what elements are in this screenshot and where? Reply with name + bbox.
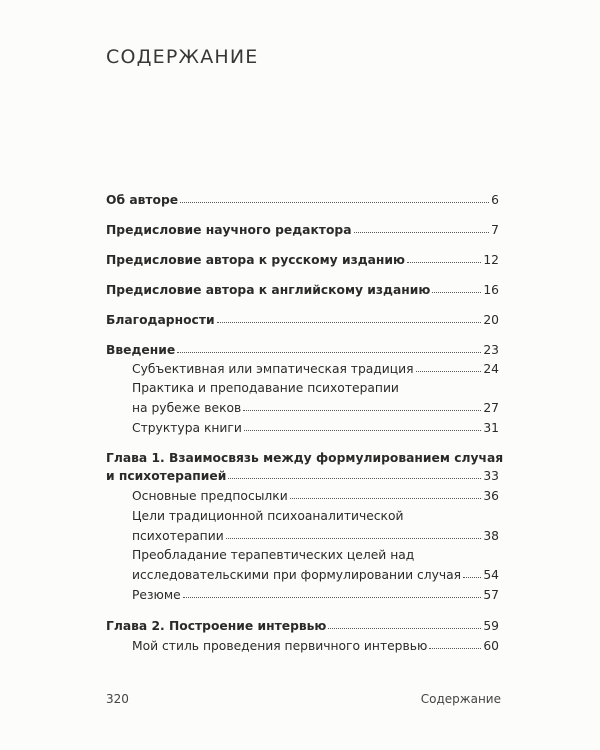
- toc-entry-title-line1: Преобладание терапевтических целей над: [132, 548, 415, 562]
- toc-entry-page: 23: [483, 343, 499, 357]
- toc-entry-page: 33: [483, 469, 499, 483]
- toc-subentry[interactable]: [106, 588, 499, 608]
- leader-dots: [407, 262, 481, 263]
- toc-subentry[interactable]: [106, 362, 499, 382]
- page-number: 320: [106, 692, 129, 706]
- leader-dots: [432, 292, 481, 293]
- leader-dots: [177, 352, 481, 353]
- toc-entry-page: 54: [483, 568, 499, 582]
- toc-entry-title: Предисловие автора к русскому изданию: [106, 253, 406, 267]
- toc-subentry[interactable]: [106, 548, 499, 588]
- toc-entry-page: 59: [483, 619, 499, 633]
- toc-entry-title: исследовательскими при формулировании случая: [132, 568, 462, 582]
- toc-entry-title-line1: Практика и преподавание психотерапии: [132, 381, 399, 395]
- toc-entry-page: 27: [483, 401, 499, 415]
- toc-entry[interactable]: [106, 451, 504, 491]
- toc-entry-page: 57: [483, 588, 499, 602]
- toc-entry-title: на рубеже веков: [132, 401, 242, 415]
- toc-entry-page: 60: [483, 639, 499, 653]
- toc-entry-page: 31: [483, 421, 499, 435]
- leader-dots: [463, 577, 481, 578]
- toc-entry-title: Мой стиль проведения первичного интервью: [132, 639, 428, 653]
- running-footer: Содержание: [420, 692, 501, 706]
- toc-entry-title: Основные предпосылки: [132, 489, 288, 503]
- toc-entry[interactable]: [106, 223, 499, 253]
- toc-subentry[interactable]: [106, 381, 499, 421]
- toc-entry-title: и психотерапией: [106, 469, 227, 483]
- leader-dots: [416, 371, 482, 372]
- toc-entry-title: Глава 2. Построение интервью: [106, 619, 327, 633]
- toc-subentry[interactable]: [106, 421, 499, 441]
- toc-entry-title: Об авторе: [106, 193, 179, 207]
- toc-entry-page: 24: [483, 362, 499, 376]
- toc-entry-page: 20: [483, 313, 499, 327]
- toc-entry-title: Резюме: [132, 588, 181, 602]
- toc-entry[interactable]: [106, 253, 499, 283]
- toc-entry-title: Структура книги: [132, 421, 242, 435]
- toc-entry-page: 7: [491, 223, 499, 237]
- toc-entry-title: Предисловие научного редактора: [106, 223, 352, 237]
- toc-entry-title: Субъективная или эмпатическая традиция: [132, 362, 414, 376]
- toc-entry-title: Благодарности: [106, 313, 215, 327]
- toc-entry-title: Предисловие автора к английскому изданию: [106, 283, 431, 297]
- toc-entry-title: психотерапии: [132, 529, 224, 543]
- toc-subentry[interactable]: [106, 489, 499, 509]
- leader-dots: [354, 232, 490, 233]
- leader-dots: [244, 430, 481, 431]
- toc-entry-page: 16: [483, 283, 499, 297]
- leader-dots: [429, 648, 481, 649]
- toc-subentry[interactable]: [106, 639, 499, 659]
- toc-entry[interactable]: [106, 313, 499, 343]
- toc-entry-page: 36: [483, 489, 499, 503]
- leader-dots: [328, 628, 481, 629]
- leader-dots: [243, 410, 481, 411]
- toc-entry[interactable]: [106, 283, 499, 313]
- leader-dots: [226, 538, 482, 539]
- toc-entry[interactable]: [106, 193, 499, 223]
- toc-entry-title-line1: Цели традиционной психоаналитической: [132, 509, 404, 523]
- leader-dots: [180, 202, 489, 203]
- toc-subentry[interactable]: [106, 509, 499, 549]
- leader-dots: [290, 498, 482, 499]
- toc-entry-title: Введение: [106, 343, 176, 357]
- leader-dots: [228, 478, 481, 479]
- toc-entry-page: 12: [483, 253, 499, 267]
- leader-dots: [183, 597, 482, 598]
- leader-dots: [217, 322, 482, 323]
- toc-entry-title-line1: Глава 1. Взаимосвязь между формулированием случая: [106, 451, 504, 465]
- page-title: СОДЕРЖАНИЕ: [106, 46, 259, 68]
- toc-entry-page: 6: [491, 193, 499, 207]
- toc-entry-page: 38: [483, 529, 499, 543]
